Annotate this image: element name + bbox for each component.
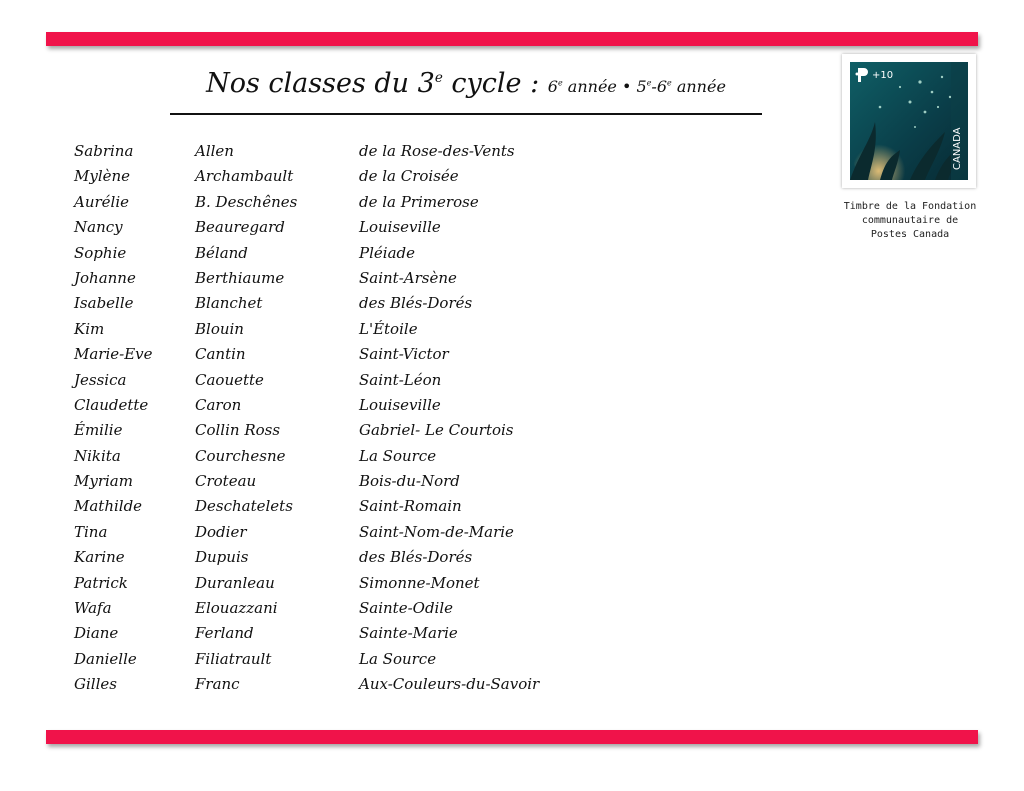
teacher-first-name: Myriam: [74, 472, 133, 491]
teacher-row: [74, 342, 539, 367]
teacher-last-name: Cantin: [195, 345, 246, 364]
title-subtitle: 6e année • 5e-6e année: [547, 77, 726, 96]
teacher-first-name: Diane: [74, 624, 119, 643]
teacher-school: La Source: [359, 446, 437, 465]
stamp-country: CANADA: [952, 127, 963, 170]
page-title: [170, 68, 762, 99]
teacher-last-name: Béland: [195, 243, 248, 262]
teacher-school: Aux-Couleurs-du-Savoir: [359, 675, 540, 694]
teacher-school: Sainte-Odile: [359, 599, 454, 618]
teacher-row: [74, 647, 539, 672]
teacher-school: de la Rose-des-Vents: [359, 142, 515, 160]
teacher-last-name: Blouin: [195, 319, 244, 338]
teacher-first-name: Nikita: [74, 446, 121, 465]
teacher-last-name: Croteau: [195, 472, 257, 491]
title-divider: [170, 113, 762, 115]
teacher-row: [74, 164, 539, 189]
teacher-row: [74, 215, 539, 240]
teacher-first-name: Jessica: [74, 370, 127, 389]
teacher-last-name: Collin Ross: [195, 421, 281, 440]
teacher-first-name: Sophie: [74, 243, 127, 262]
teacher-first-name: Mylène: [74, 167, 131, 186]
bottom-accent-bar: [46, 730, 978, 744]
teacher-first-name: Claudette: [74, 395, 149, 414]
caption-line: Timbre de la Fondation: [843, 201, 977, 212]
teacher-first-name: Patrick: [74, 573, 128, 592]
teacher-last-name: Filiatrault: [195, 649, 272, 668]
teacher-row: [74, 266, 539, 291]
teacher-row: [74, 520, 539, 545]
teacher-last-name: Allen: [195, 142, 234, 160]
teacher-school: Louiseville: [359, 395, 441, 414]
stamp-artwork: [850, 62, 968, 180]
teacher-school: des Blés-Dorés: [359, 548, 473, 567]
teacher-first-name: Kim: [74, 319, 105, 338]
teacher-first-name: Aurélie: [74, 192, 130, 211]
teacher-row: [74, 291, 539, 316]
teacher-school: Simonne-Monet: [359, 573, 480, 592]
teacher-row: [74, 469, 539, 494]
teacher-row: [74, 444, 539, 469]
teacher-row: [74, 672, 539, 697]
stamp-value: +10: [872, 70, 894, 81]
teacher-last-name: Franc: [195, 675, 240, 694]
title-main: Nos classes du 3e cycle :: [206, 68, 548, 99]
teacher-school: de la Croisée: [359, 167, 459, 186]
teacher-school: Saint-Arsène: [359, 268, 457, 287]
teacher-last-name: Berthiaume: [195, 268, 285, 287]
teacher-first-name: Johanne: [74, 268, 136, 287]
teacher-school: Pléiade: [359, 243, 415, 262]
teacher-school: Saint-Nom-de-Marie: [359, 522, 514, 541]
teacher-school: Saint-Victor: [359, 345, 449, 364]
teacher-school: des Blés-Dorés: [359, 294, 473, 313]
teacher-last-name: Dodier: [195, 522, 247, 541]
teacher-first-name: Émilie: [74, 421, 123, 440]
caption-line: Postes Canada: [870, 229, 950, 240]
teacher-row: [74, 317, 539, 342]
teacher-school: L'Étoile: [359, 319, 418, 338]
stamp-caption: [830, 200, 990, 242]
caption-line: communautaire de: [861, 215, 959, 226]
teacher-row: [74, 621, 539, 646]
teacher-last-name: Elouazzani: [195, 599, 278, 618]
teacher-last-name: Deschatelets: [195, 497, 293, 516]
teacher-row: [74, 139, 539, 164]
teacher-last-name: Beauregard: [195, 218, 285, 237]
teacher-last-name: Ferland: [195, 624, 254, 643]
teacher-first-name: Mathilde: [74, 497, 143, 516]
teacher-first-name: Sabrina: [74, 142, 134, 160]
teacher-row: [74, 241, 539, 266]
teacher-first-name: Isabelle: [74, 294, 134, 313]
teacher-school: de la Primerose: [359, 192, 479, 211]
teacher-row: [74, 190, 539, 215]
teacher-row: [74, 571, 539, 596]
teacher-first-name: Gilles: [74, 675, 117, 694]
teacher-last-name: B. Deschênes: [195, 192, 298, 211]
teacher-school: Bois-du-Nord: [359, 472, 460, 491]
teacher-last-name: Dupuis: [195, 548, 249, 567]
top-accent-bar: [46, 32, 978, 46]
teacher-school: Louiseville: [359, 218, 441, 237]
teacher-last-name: Caron: [195, 395, 242, 414]
teacher-last-name: Duranleau: [195, 573, 275, 592]
teacher-roster: [74, 139, 539, 698]
teacher-last-name: Courchesne: [195, 446, 286, 465]
teacher-school: La Source: [359, 649, 437, 668]
postage-stamp: [842, 54, 976, 188]
teacher-last-name: Archambault: [195, 167, 294, 186]
teacher-last-name: Blanchet: [195, 294, 263, 313]
teacher-school: Saint-Romain: [359, 497, 462, 516]
teacher-row: [74, 393, 539, 418]
teacher-school: Sainte-Marie: [359, 624, 458, 643]
teacher-first-name: Marie-Eve: [74, 345, 153, 364]
teacher-school: Gabriel- Le Courtois: [359, 421, 514, 440]
teacher-last-name: Caouette: [195, 370, 264, 389]
teacher-row: [74, 418, 539, 443]
teacher-row: [74, 368, 539, 393]
teacher-first-name: Nancy: [74, 218, 123, 237]
teacher-first-name: Wafa: [74, 599, 112, 618]
teacher-school: Saint-Léon: [359, 370, 442, 389]
teacher-row: [74, 596, 539, 621]
teacher-first-name: Karine: [74, 548, 125, 567]
teacher-row: [74, 494, 539, 519]
teacher-row: [74, 545, 539, 570]
teacher-first-name: Tina: [74, 522, 108, 541]
teacher-first-name: Danielle: [74, 649, 137, 668]
